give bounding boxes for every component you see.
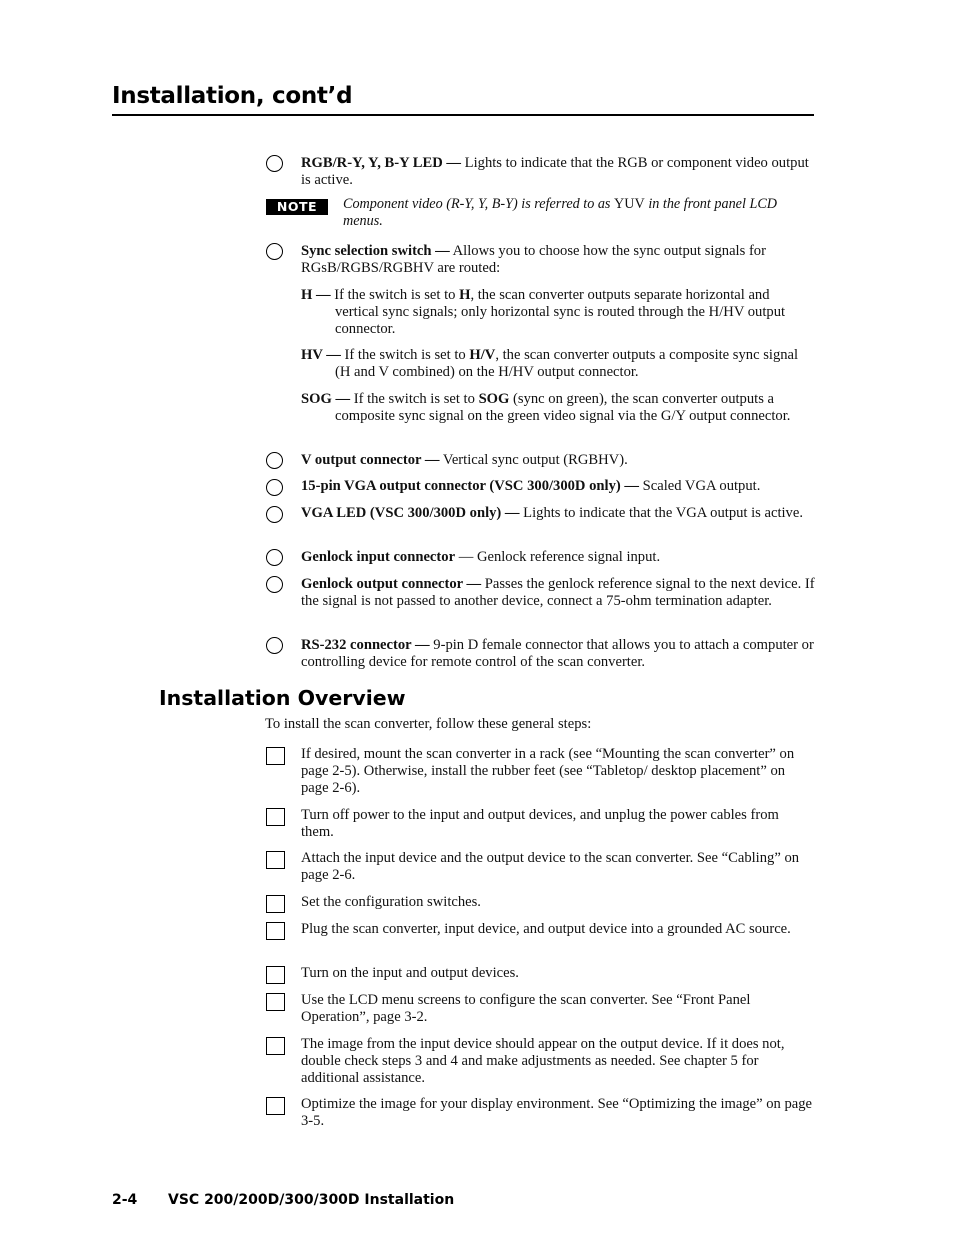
item-sync-switch <box>301 243 815 277</box>
header-rule <box>112 114 814 116</box>
item-term: RGB/R-Y, Y, B-Y LED — <box>301 155 462 171</box>
item-circle-vga-output <box>266 479 283 496</box>
item-desc: Allows you to choose how the sync output signals for RGsB/RGBS/RGBHV are routed: <box>301 243 766 276</box>
item-genlock-output <box>301 576 815 610</box>
step-checkbox[interactable] <box>266 1037 285 1055</box>
item-desc: Passes the genlock reference signal to the next device. If the signal is not passed to another device, connect a 75-ohm termination adapter. <box>301 576 815 609</box>
item-term: V output connector — <box>301 452 440 468</box>
item-rgb-led <box>301 155 815 189</box>
step-item: The image from the input device should appear on the output device. If it does not, double check steps 3 and 4 and make adjustments as needed. See chapter 5 for additional assistance. <box>301 1036 785 1086</box>
sync-option-key: SOG <box>478 391 510 407</box>
note-text-before: Component video (R-Y, Y, B-Y) is referred to as <box>343 196 615 212</box>
step-item: If desired, mount the scan converter in a rack (see “Mounting the scan converter” on page 2-5). Otherwise, install the rubber feet (see “Tabletop/ desktop placement” on page 2-6). <box>301 746 795 796</box>
step-checkbox[interactable] <box>266 966 285 984</box>
step-item: Turn off power to the input and output devices, and unplug the power cables from them. <box>301 807 779 840</box>
note-text-after: in the front panel LCD menus. <box>343 196 778 229</box>
item-circle-vga-led <box>266 506 283 523</box>
step-item: Set the configuration switches. <box>301 894 481 910</box>
sync-option-post: , the scan converter outputs separate horizontal and vertical sync signals; only horizontal sync is routed through the H/HV output connector. <box>335 287 786 337</box>
step-checkbox[interactable] <box>266 1097 285 1115</box>
item-term: VGA LED (VSC 300/300D only) — <box>301 505 520 521</box>
item-desc: Vertical sync output (RGBHV). <box>439 452 628 468</box>
item-vga-led <box>301 505 815 522</box>
sync-option-label: HV — <box>301 347 341 363</box>
item-circle-genlock-input <box>266 549 283 566</box>
sync-option-pre: If the switch is set to <box>350 391 479 407</box>
step-checkbox[interactable] <box>266 922 285 940</box>
step-item: Plug the scan converter, input device, and output device into a grounded AC source. <box>301 921 791 937</box>
note-text <box>343 196 813 230</box>
item-genlock-input <box>301 549 815 566</box>
step-checkbox[interactable] <box>266 808 285 826</box>
sync-option-label: SOG — <box>301 391 351 407</box>
item-v-output <box>301 452 815 469</box>
item-circle-rgb-led <box>266 155 283 172</box>
step-item: Use the LCD menu screens to configure the scan converter. See “Front Panel Operation”, page 3-2. <box>301 992 751 1025</box>
step-checkbox[interactable] <box>266 993 285 1011</box>
step-checkbox[interactable] <box>266 851 285 869</box>
sync-option-pre: If the switch is set to <box>340 347 470 363</box>
item-circle-rs232 <box>266 637 283 654</box>
footer-page-number: 2-4 <box>112 1192 138 1208</box>
item-rs232 <box>301 637 815 671</box>
sync-option-key: H <box>459 287 471 303</box>
item-circle-v-output <box>266 452 283 469</box>
step-item: Optimize the image for your display environment. See “Optimizing the image” on page 3-5. <box>301 1096 813 1129</box>
item-desc: Scaled VGA output. <box>639 478 761 494</box>
item-term: Genlock output connector — <box>301 576 482 592</box>
page-header-title: Installation, cont’d <box>112 83 353 109</box>
step-item: Attach the input device and the output device to the scan converter. See “Cabling” on page 2-6. <box>301 850 800 883</box>
sync-option-post: (sync on green), the scan converter outputs a composite sync signal on the green video signal via the G/Y output connector. <box>335 391 791 424</box>
item-desc: 9-pin D female connector that allows you to attach a computer or controlling device for remote control of the scan converter. <box>301 637 814 670</box>
sync-option-post: , the scan converter outputs a composite sync signal (H and V combined) on the H/HV output connector. <box>335 347 799 380</box>
item-desc: Lights to indicate that the VGA output is active. <box>519 505 803 521</box>
sync-option-label: H — <box>301 287 331 303</box>
item-circle-sync-switch <box>266 243 283 260</box>
sync-option-key: H/V <box>469 347 496 363</box>
item-term: RS-232 connector — <box>301 637 430 653</box>
item-desc: Lights to indicate that the RGB or component video output is active. <box>301 155 809 188</box>
sync-option-hv <box>301 347 816 381</box>
overview-intro: To install the scan converter, follow these general steps: <box>265 716 592 732</box>
note-text-upright: YUV <box>614 196 645 212</box>
section-heading-installation-overview: Installation Overview <box>159 686 406 710</box>
sync-option-sog <box>301 391 816 425</box>
step-checkbox[interactable] <box>266 895 285 913</box>
item-term: Sync selection switch — <box>301 243 450 259</box>
sync-option-pre: If the switch is set to <box>330 287 460 303</box>
item-term: 15-pin VGA output connector (VSC 300/300D only) — <box>301 478 639 494</box>
sync-option-h <box>301 287 816 338</box>
item-term: Genlock input connector <box>301 549 456 565</box>
step-checkbox[interactable] <box>266 747 285 765</box>
item-desc: — Genlock reference signal input. <box>455 549 661 565</box>
note-badge: NOTE <box>266 199 328 215</box>
item-vga-output <box>301 478 815 495</box>
item-circle-genlock-output <box>266 576 283 593</box>
step-item: Turn on the input and output devices. <box>301 965 519 981</box>
footer-doc-title: VSC 200/200D/300/300D Installation <box>168 1192 455 1208</box>
